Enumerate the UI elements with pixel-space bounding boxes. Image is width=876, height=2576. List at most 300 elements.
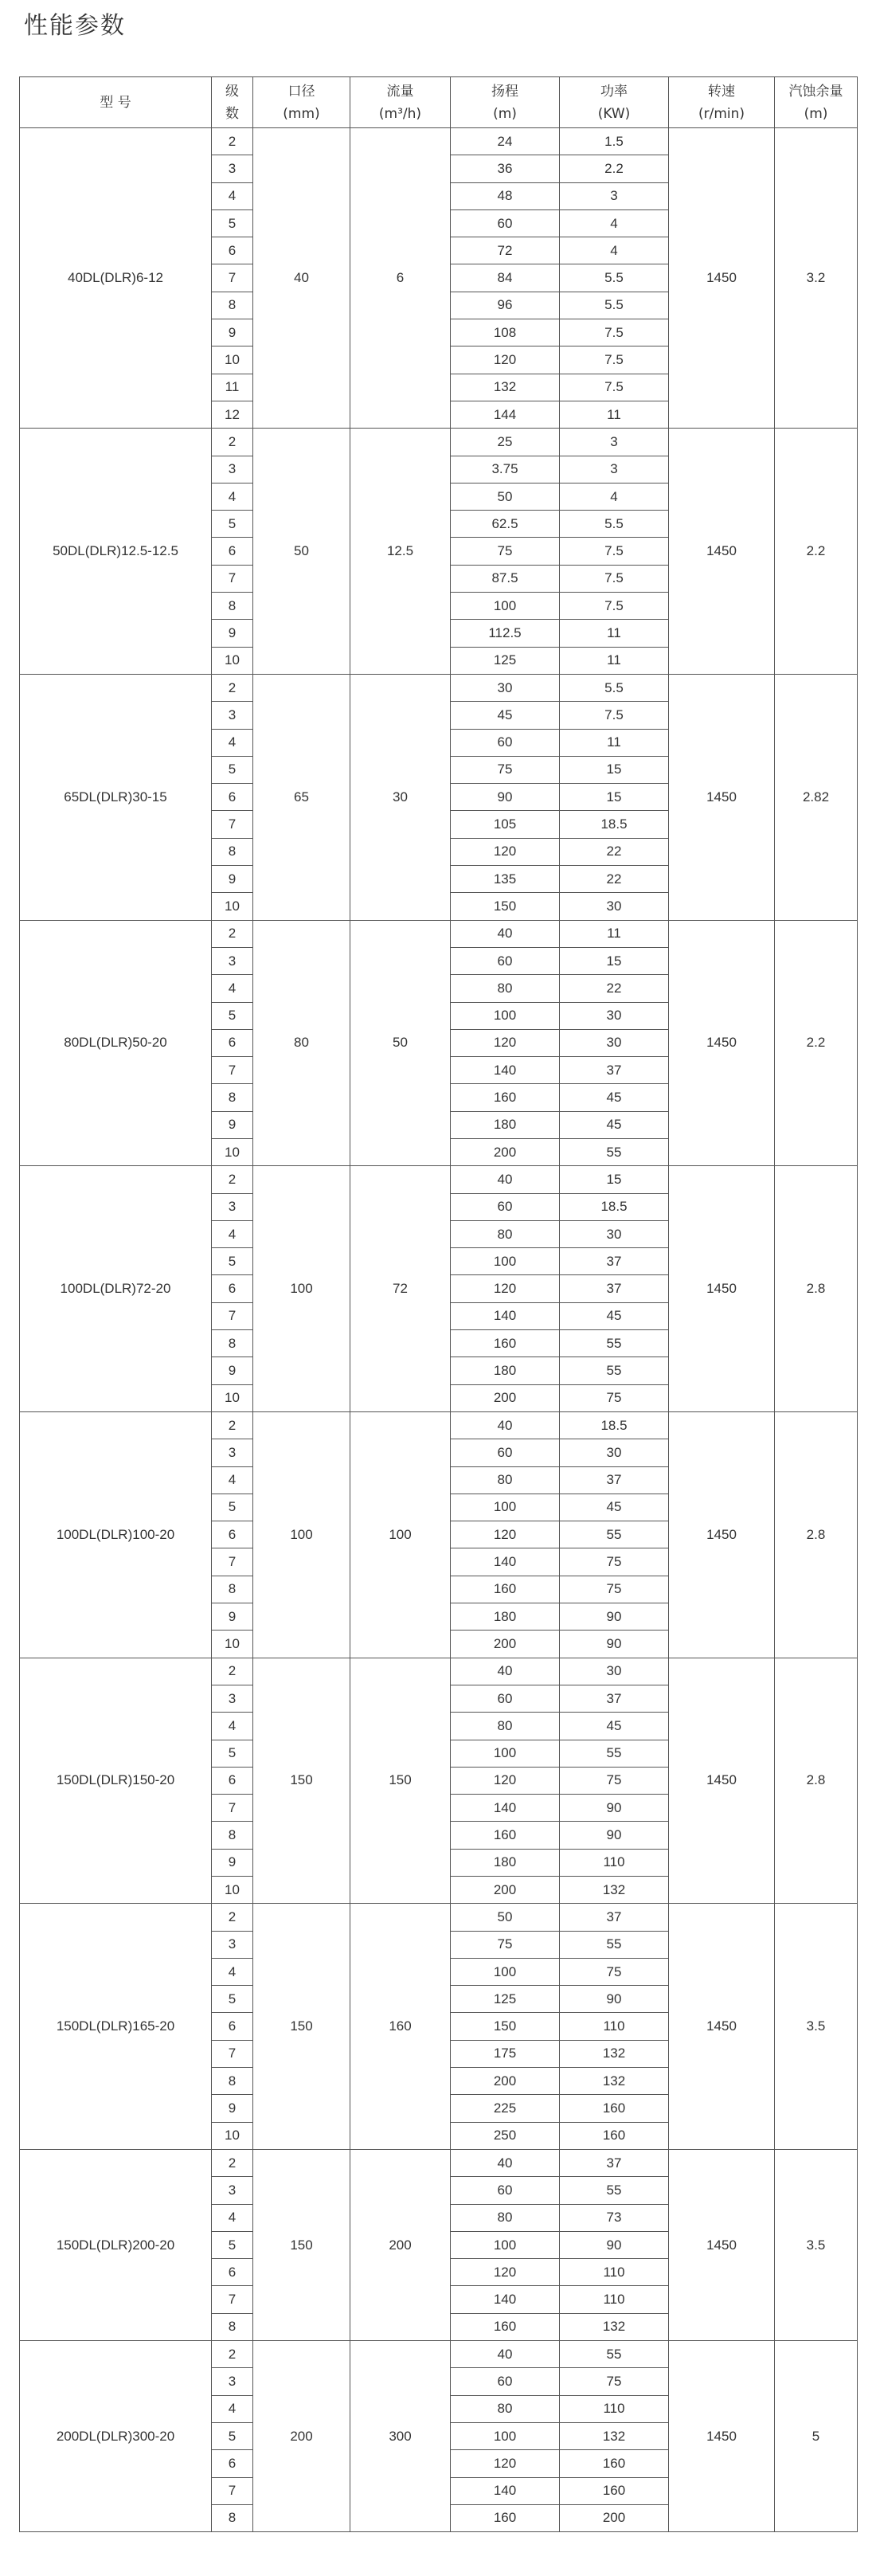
header-caliber: 口径 (mm) bbox=[253, 77, 350, 128]
head-cell: 120 bbox=[451, 838, 560, 865]
head-cell: 80 bbox=[451, 975, 560, 1002]
power-cell: 37 bbox=[560, 1275, 669, 1302]
head-cell: 40 bbox=[451, 2149, 560, 2176]
stage-cell: 10 bbox=[212, 2122, 253, 2149]
head-cell: 100 bbox=[451, 2422, 560, 2449]
head-cell: 45 bbox=[451, 702, 560, 729]
speed-cell: 1450 bbox=[669, 1904, 775, 2150]
head-cell: 100 bbox=[451, 1002, 560, 1029]
stage-cell: 4 bbox=[212, 1958, 253, 1985]
stage-cell: 10 bbox=[212, 346, 253, 374]
model-cell: 50DL(DLR)12.5-12.5 bbox=[20, 429, 212, 675]
model-cell: 150DL(DLR)200-20 bbox=[20, 2149, 212, 2340]
stage-cell: 8 bbox=[212, 2313, 253, 2340]
head-cell: 108 bbox=[451, 319, 560, 346]
power-cell: 11 bbox=[560, 401, 669, 428]
header-flow: 流量 (m³/h) bbox=[350, 77, 451, 128]
power-cell: 110 bbox=[560, 2286, 669, 2313]
power-cell: 160 bbox=[560, 2122, 669, 2149]
head-cell: 150 bbox=[451, 2013, 560, 2040]
table-row bbox=[20, 920, 858, 947]
head-cell: 140 bbox=[451, 1302, 560, 1329]
power-cell: 3 bbox=[560, 456, 669, 483]
power-cell: 55 bbox=[560, 2341, 669, 2368]
stage-cell: 5 bbox=[212, 2422, 253, 2449]
head-cell: 60 bbox=[451, 2177, 560, 2204]
head-cell: 60 bbox=[451, 947, 560, 974]
power-cell: 15 bbox=[560, 947, 669, 974]
head-cell: 140 bbox=[451, 2286, 560, 2313]
stage-cell: 5 bbox=[212, 1248, 253, 1275]
power-cell: 11 bbox=[560, 620, 669, 647]
stage-cell: 7 bbox=[212, 1795, 253, 1822]
stage-cell: 2 bbox=[212, 2341, 253, 2368]
flow-cell: 6 bbox=[350, 128, 451, 429]
power-cell: 4 bbox=[560, 237, 669, 264]
stage-cell: 5 bbox=[212, 2231, 253, 2258]
stage-cell: 8 bbox=[212, 593, 253, 620]
power-cell: 110 bbox=[560, 2013, 669, 2040]
power-cell: 132 bbox=[560, 2068, 669, 2095]
table-row bbox=[20, 1411, 858, 1439]
power-cell: 1.5 bbox=[560, 128, 669, 155]
stage-cell: 9 bbox=[212, 2095, 253, 2122]
speed-cell: 1450 bbox=[669, 1658, 775, 1904]
page-title: 性能参数 bbox=[24, 12, 126, 40]
power-cell: 7.5 bbox=[560, 319, 669, 346]
stage-cell: 2 bbox=[212, 128, 253, 155]
head-cell: 120 bbox=[451, 1029, 560, 1056]
npsh-cell: 3.5 bbox=[775, 1904, 858, 2150]
stage-cell: 8 bbox=[212, 1330, 253, 1357]
stage-cell: 2 bbox=[212, 1411, 253, 1439]
power-cell: 90 bbox=[560, 1603, 669, 1631]
power-cell: 11 bbox=[560, 729, 669, 756]
stage-cell: 2 bbox=[212, 2149, 253, 2176]
caliber-cell: 150 bbox=[253, 1904, 350, 2150]
stage-cell: 4 bbox=[212, 1466, 253, 1494]
table-header-row bbox=[20, 77, 858, 128]
power-cell: 7.5 bbox=[560, 346, 669, 374]
header-speed: 转速 (r/min) bbox=[669, 77, 775, 128]
power-cell: 73 bbox=[560, 2204, 669, 2231]
head-cell: 40 bbox=[451, 920, 560, 947]
head-cell: 50 bbox=[451, 483, 560, 510]
power-cell: 30 bbox=[560, 1002, 669, 1029]
stage-cell: 3 bbox=[212, 1931, 253, 1958]
header-npsh: 汽蚀余量 (m) bbox=[775, 77, 858, 128]
npsh-cell: 3.5 bbox=[775, 2149, 858, 2340]
head-cell: 180 bbox=[451, 1603, 560, 1631]
head-cell: 125 bbox=[451, 1986, 560, 2013]
head-cell: 100 bbox=[451, 1740, 560, 1767]
power-cell: 3 bbox=[560, 429, 669, 456]
stage-cell: 8 bbox=[212, 2504, 253, 2531]
head-cell: 200 bbox=[451, 1384, 560, 1411]
stage-cell: 6 bbox=[212, 784, 253, 811]
head-cell: 87.5 bbox=[451, 565, 560, 592]
head-cell: 180 bbox=[451, 1849, 560, 1876]
model-cell: 150DL(DLR)150-20 bbox=[20, 1658, 212, 1904]
power-cell: 30 bbox=[560, 1220, 669, 1247]
stage-cell: 7 bbox=[212, 1548, 253, 1576]
power-cell: 110 bbox=[560, 2395, 669, 2422]
stage-cell: 9 bbox=[212, 1849, 253, 1876]
stage-cell: 2 bbox=[212, 429, 253, 456]
power-cell: 55 bbox=[560, 2177, 669, 2204]
table-row bbox=[20, 2149, 858, 2176]
head-cell: 100 bbox=[451, 2231, 560, 2258]
model-cell: 80DL(DLR)50-20 bbox=[20, 920, 212, 1166]
power-cell: 18.5 bbox=[560, 1193, 669, 1220]
head-cell: 96 bbox=[451, 292, 560, 319]
table-body bbox=[20, 128, 858, 2532]
model-cell: 100DL(DLR)100-20 bbox=[20, 1411, 212, 1658]
head-cell: 140 bbox=[451, 1795, 560, 1822]
npsh-cell: 2.8 bbox=[775, 1658, 858, 1904]
power-cell: 7.5 bbox=[560, 374, 669, 401]
npsh-cell: 2.2 bbox=[775, 429, 858, 675]
stage-cell: 9 bbox=[212, 866, 253, 893]
stage-cell: 5 bbox=[212, 1740, 253, 1767]
stage-cell: 2 bbox=[212, 920, 253, 947]
power-cell: 37 bbox=[560, 1685, 669, 1712]
head-cell: 3.75 bbox=[451, 456, 560, 483]
head-cell: 200 bbox=[451, 2068, 560, 2095]
power-cell: 15 bbox=[560, 756, 669, 783]
power-cell: 22 bbox=[560, 975, 669, 1002]
power-cell: 5.5 bbox=[560, 674, 669, 701]
head-cell: 160 bbox=[451, 2313, 560, 2340]
head-cell: 40 bbox=[451, 1411, 560, 1439]
head-cell: 60 bbox=[451, 1193, 560, 1220]
stage-cell: 7 bbox=[212, 1057, 253, 1084]
model-cell: 200DL(DLR)300-20 bbox=[20, 2341, 212, 2532]
npsh-cell: 2.2 bbox=[775, 920, 858, 1166]
power-cell: 160 bbox=[560, 2450, 669, 2477]
stage-cell: 4 bbox=[212, 729, 253, 756]
stage-cell: 7 bbox=[212, 565, 253, 592]
caliber-cell: 200 bbox=[253, 2341, 350, 2532]
flow-cell: 50 bbox=[350, 920, 451, 1166]
power-cell: 30 bbox=[560, 1658, 669, 1685]
stage-cell: 6 bbox=[212, 2013, 253, 2040]
header-power: 功率 (KW) bbox=[560, 77, 669, 128]
table-row bbox=[20, 1166, 858, 1193]
table-row bbox=[20, 429, 858, 456]
stage-cell: 9 bbox=[212, 1357, 253, 1384]
power-cell: 37 bbox=[560, 1466, 669, 1494]
stage-cell: 2 bbox=[212, 1166, 253, 1193]
npsh-cell: 3.2 bbox=[775, 128, 858, 429]
npsh-cell: 2.8 bbox=[775, 1411, 858, 1658]
power-cell: 18.5 bbox=[560, 811, 669, 838]
head-cell: 80 bbox=[451, 1713, 560, 1740]
power-cell: 7.5 bbox=[560, 593, 669, 620]
stage-cell: 10 bbox=[212, 893, 253, 920]
speed-cell: 1450 bbox=[669, 2149, 775, 2340]
power-cell: 55 bbox=[560, 1357, 669, 1384]
power-cell: 75 bbox=[560, 1958, 669, 1985]
head-cell: 150 bbox=[451, 893, 560, 920]
head-cell: 200 bbox=[451, 1877, 560, 1904]
head-cell: 100 bbox=[451, 593, 560, 620]
power-cell: 45 bbox=[560, 1302, 669, 1329]
stage-cell: 5 bbox=[212, 756, 253, 783]
stage-cell: 6 bbox=[212, 237, 253, 264]
head-cell: 80 bbox=[451, 1466, 560, 1494]
head-cell: 60 bbox=[451, 1439, 560, 1466]
flow-cell: 150 bbox=[350, 1658, 451, 1904]
power-cell: 5.5 bbox=[560, 511, 669, 538]
head-cell: 48 bbox=[451, 182, 560, 209]
flow-cell: 160 bbox=[350, 1904, 451, 2150]
stage-cell: 4 bbox=[212, 975, 253, 1002]
head-cell: 105 bbox=[451, 811, 560, 838]
head-cell: 24 bbox=[451, 128, 560, 155]
stage-cell: 3 bbox=[212, 155, 253, 182]
stage-cell: 3 bbox=[212, 947, 253, 974]
performance-table bbox=[19, 76, 858, 2532]
power-cell: 75 bbox=[560, 1576, 669, 1603]
head-cell: 50 bbox=[451, 1904, 560, 1931]
header-head: 扬程 (m) bbox=[451, 77, 560, 128]
table-row bbox=[20, 1904, 858, 1931]
stage-cell: 4 bbox=[212, 182, 253, 209]
power-cell: 7.5 bbox=[560, 565, 669, 592]
power-cell: 4 bbox=[560, 209, 669, 237]
power-cell: 37 bbox=[560, 1057, 669, 1084]
stage-cell: 5 bbox=[212, 1002, 253, 1029]
head-cell: 200 bbox=[451, 1138, 560, 1165]
flow-cell: 300 bbox=[350, 2341, 451, 2532]
head-cell: 120 bbox=[451, 1521, 560, 1548]
power-cell: 5.5 bbox=[560, 292, 669, 319]
head-cell: 120 bbox=[451, 346, 560, 374]
power-cell: 22 bbox=[560, 838, 669, 865]
header-model: 型 号 bbox=[20, 77, 212, 128]
stage-cell: 4 bbox=[212, 1220, 253, 1247]
stage-cell: 11 bbox=[212, 374, 253, 401]
model-cell: 40DL(DLR)6-12 bbox=[20, 128, 212, 429]
stage-cell: 10 bbox=[212, 647, 253, 674]
head-cell: 100 bbox=[451, 1494, 560, 1521]
head-cell: 60 bbox=[451, 209, 560, 237]
power-cell: 18.5 bbox=[560, 1411, 669, 1439]
power-cell: 37 bbox=[560, 2149, 669, 2176]
stage-cell: 3 bbox=[212, 456, 253, 483]
stage-cell: 8 bbox=[212, 2068, 253, 2095]
power-cell: 132 bbox=[560, 1877, 669, 1904]
power-cell: 11 bbox=[560, 647, 669, 674]
head-cell: 160 bbox=[451, 1822, 560, 1849]
speed-cell: 1450 bbox=[669, 2341, 775, 2532]
caliber-cell: 150 bbox=[253, 2149, 350, 2340]
power-cell: 4 bbox=[560, 483, 669, 510]
caliber-cell: 80 bbox=[253, 920, 350, 1166]
head-cell: 112.5 bbox=[451, 620, 560, 647]
stage-cell: 8 bbox=[212, 292, 253, 319]
head-cell: 40 bbox=[451, 1658, 560, 1685]
power-cell: 5.5 bbox=[560, 264, 669, 292]
power-cell: 132 bbox=[560, 2422, 669, 2449]
stage-cell: 3 bbox=[212, 1193, 253, 1220]
stage-cell: 7 bbox=[212, 1302, 253, 1329]
power-cell: 45 bbox=[560, 1713, 669, 1740]
power-cell: 200 bbox=[560, 2504, 669, 2531]
stage-cell: 8 bbox=[212, 838, 253, 865]
stage-cell: 8 bbox=[212, 1084, 253, 1111]
head-cell: 140 bbox=[451, 1057, 560, 1084]
head-cell: 72 bbox=[451, 237, 560, 264]
model-cell: 65DL(DLR)30-15 bbox=[20, 674, 212, 920]
head-cell: 160 bbox=[451, 2504, 560, 2531]
caliber-cell: 100 bbox=[253, 1166, 350, 1412]
stage-cell: 3 bbox=[212, 2368, 253, 2395]
stage-cell: 6 bbox=[212, 1029, 253, 1056]
power-cell: 30 bbox=[560, 893, 669, 920]
stage-cell: 4 bbox=[212, 1713, 253, 1740]
head-cell: 62.5 bbox=[451, 511, 560, 538]
table-row bbox=[20, 2341, 858, 2368]
stage-cell: 3 bbox=[212, 1685, 253, 1712]
head-cell: 135 bbox=[451, 866, 560, 893]
head-cell: 36 bbox=[451, 155, 560, 182]
head-cell: 40 bbox=[451, 2341, 560, 2368]
power-cell: 45 bbox=[560, 1084, 669, 1111]
stage-cell: 8 bbox=[212, 1822, 253, 1849]
power-cell: 2.2 bbox=[560, 155, 669, 182]
flow-cell: 200 bbox=[350, 2149, 451, 2340]
model-cell: 100DL(DLR)72-20 bbox=[20, 1166, 212, 1412]
caliber-cell: 65 bbox=[253, 674, 350, 920]
head-cell: 30 bbox=[451, 674, 560, 701]
head-cell: 180 bbox=[451, 1357, 560, 1384]
speed-cell: 1450 bbox=[669, 1166, 775, 1412]
stage-cell: 10 bbox=[212, 1384, 253, 1411]
head-cell: 120 bbox=[451, 1767, 560, 1794]
power-cell: 7.5 bbox=[560, 538, 669, 565]
stage-cell: 4 bbox=[212, 483, 253, 510]
head-cell: 80 bbox=[451, 2395, 560, 2422]
npsh-cell: 5 bbox=[775, 2341, 858, 2532]
caliber-cell: 100 bbox=[253, 1411, 350, 1658]
stage-cell: 6 bbox=[212, 538, 253, 565]
head-cell: 175 bbox=[451, 2040, 560, 2067]
stage-cell: 6 bbox=[212, 1767, 253, 1794]
head-cell: 120 bbox=[451, 2450, 560, 2477]
power-cell: 75 bbox=[560, 2368, 669, 2395]
head-cell: 100 bbox=[451, 1248, 560, 1275]
head-cell: 75 bbox=[451, 756, 560, 783]
power-cell: 132 bbox=[560, 2040, 669, 2067]
power-cell: 45 bbox=[560, 1111, 669, 1138]
head-cell: 25 bbox=[451, 429, 560, 456]
speed-cell: 1450 bbox=[669, 429, 775, 675]
power-cell: 110 bbox=[560, 2259, 669, 2286]
power-cell: 37 bbox=[560, 1248, 669, 1275]
stage-cell: 7 bbox=[212, 264, 253, 292]
head-cell: 40 bbox=[451, 1166, 560, 1193]
power-cell: 30 bbox=[560, 1439, 669, 1466]
head-cell: 60 bbox=[451, 729, 560, 756]
stage-cell: 6 bbox=[212, 2450, 253, 2477]
head-cell: 125 bbox=[451, 647, 560, 674]
stage-cell: 2 bbox=[212, 1904, 253, 1931]
speed-cell: 1450 bbox=[669, 674, 775, 920]
head-cell: 140 bbox=[451, 1548, 560, 1576]
stage-cell: 3 bbox=[212, 2177, 253, 2204]
flow-cell: 30 bbox=[350, 674, 451, 920]
power-cell: 7.5 bbox=[560, 702, 669, 729]
power-cell: 90 bbox=[560, 2231, 669, 2258]
stage-cell: 3 bbox=[212, 702, 253, 729]
power-cell: 11 bbox=[560, 920, 669, 947]
stage-cell: 9 bbox=[212, 1603, 253, 1631]
table-row bbox=[20, 674, 858, 701]
power-cell: 55 bbox=[560, 1330, 669, 1357]
power-cell: 75 bbox=[560, 1384, 669, 1411]
stage-cell: 10 bbox=[212, 1138, 253, 1165]
model-cell: 150DL(DLR)165-20 bbox=[20, 1904, 212, 2150]
stage-cell: 3 bbox=[212, 1439, 253, 1466]
stage-cell: 7 bbox=[212, 811, 253, 838]
stage-cell: 4 bbox=[212, 2204, 253, 2231]
power-cell: 37 bbox=[560, 1904, 669, 1931]
power-cell: 90 bbox=[560, 1822, 669, 1849]
head-cell: 200 bbox=[451, 1631, 560, 1658]
head-cell: 180 bbox=[451, 1111, 560, 1138]
power-cell: 160 bbox=[560, 2477, 669, 2504]
head-cell: 75 bbox=[451, 1931, 560, 1958]
power-cell: 15 bbox=[560, 1166, 669, 1193]
power-cell: 132 bbox=[560, 2313, 669, 2340]
head-cell: 80 bbox=[451, 2204, 560, 2231]
head-cell: 132 bbox=[451, 374, 560, 401]
stage-cell: 7 bbox=[212, 2286, 253, 2313]
head-cell: 120 bbox=[451, 1275, 560, 1302]
stage-cell: 9 bbox=[212, 319, 253, 346]
stage-cell: 6 bbox=[212, 2259, 253, 2286]
stage-cell: 5 bbox=[212, 511, 253, 538]
power-cell: 15 bbox=[560, 784, 669, 811]
head-cell: 225 bbox=[451, 2095, 560, 2122]
head-cell: 84 bbox=[451, 264, 560, 292]
power-cell: 90 bbox=[560, 1631, 669, 1658]
speed-cell: 1450 bbox=[669, 920, 775, 1166]
head-cell: 60 bbox=[451, 1685, 560, 1712]
stage-cell: 7 bbox=[212, 2477, 253, 2504]
stage-cell: 5 bbox=[212, 209, 253, 237]
stage-cell: 12 bbox=[212, 401, 253, 428]
npsh-cell: 2.82 bbox=[775, 674, 858, 920]
head-cell: 250 bbox=[451, 2122, 560, 2149]
flow-cell: 12.5 bbox=[350, 429, 451, 675]
npsh-cell: 2.8 bbox=[775, 1166, 858, 1412]
head-cell: 160 bbox=[451, 1084, 560, 1111]
head-cell: 144 bbox=[451, 401, 560, 428]
head-cell: 140 bbox=[451, 2477, 560, 2504]
flow-cell: 72 bbox=[350, 1166, 451, 1412]
stage-cell: 8 bbox=[212, 1576, 253, 1603]
power-cell: 75 bbox=[560, 1767, 669, 1794]
power-cell: 75 bbox=[560, 1548, 669, 1576]
stage-cell: 7 bbox=[212, 2040, 253, 2067]
flow-cell: 100 bbox=[350, 1411, 451, 1658]
power-cell: 30 bbox=[560, 1029, 669, 1056]
head-cell: 60 bbox=[451, 2368, 560, 2395]
power-cell: 110 bbox=[560, 1849, 669, 1876]
